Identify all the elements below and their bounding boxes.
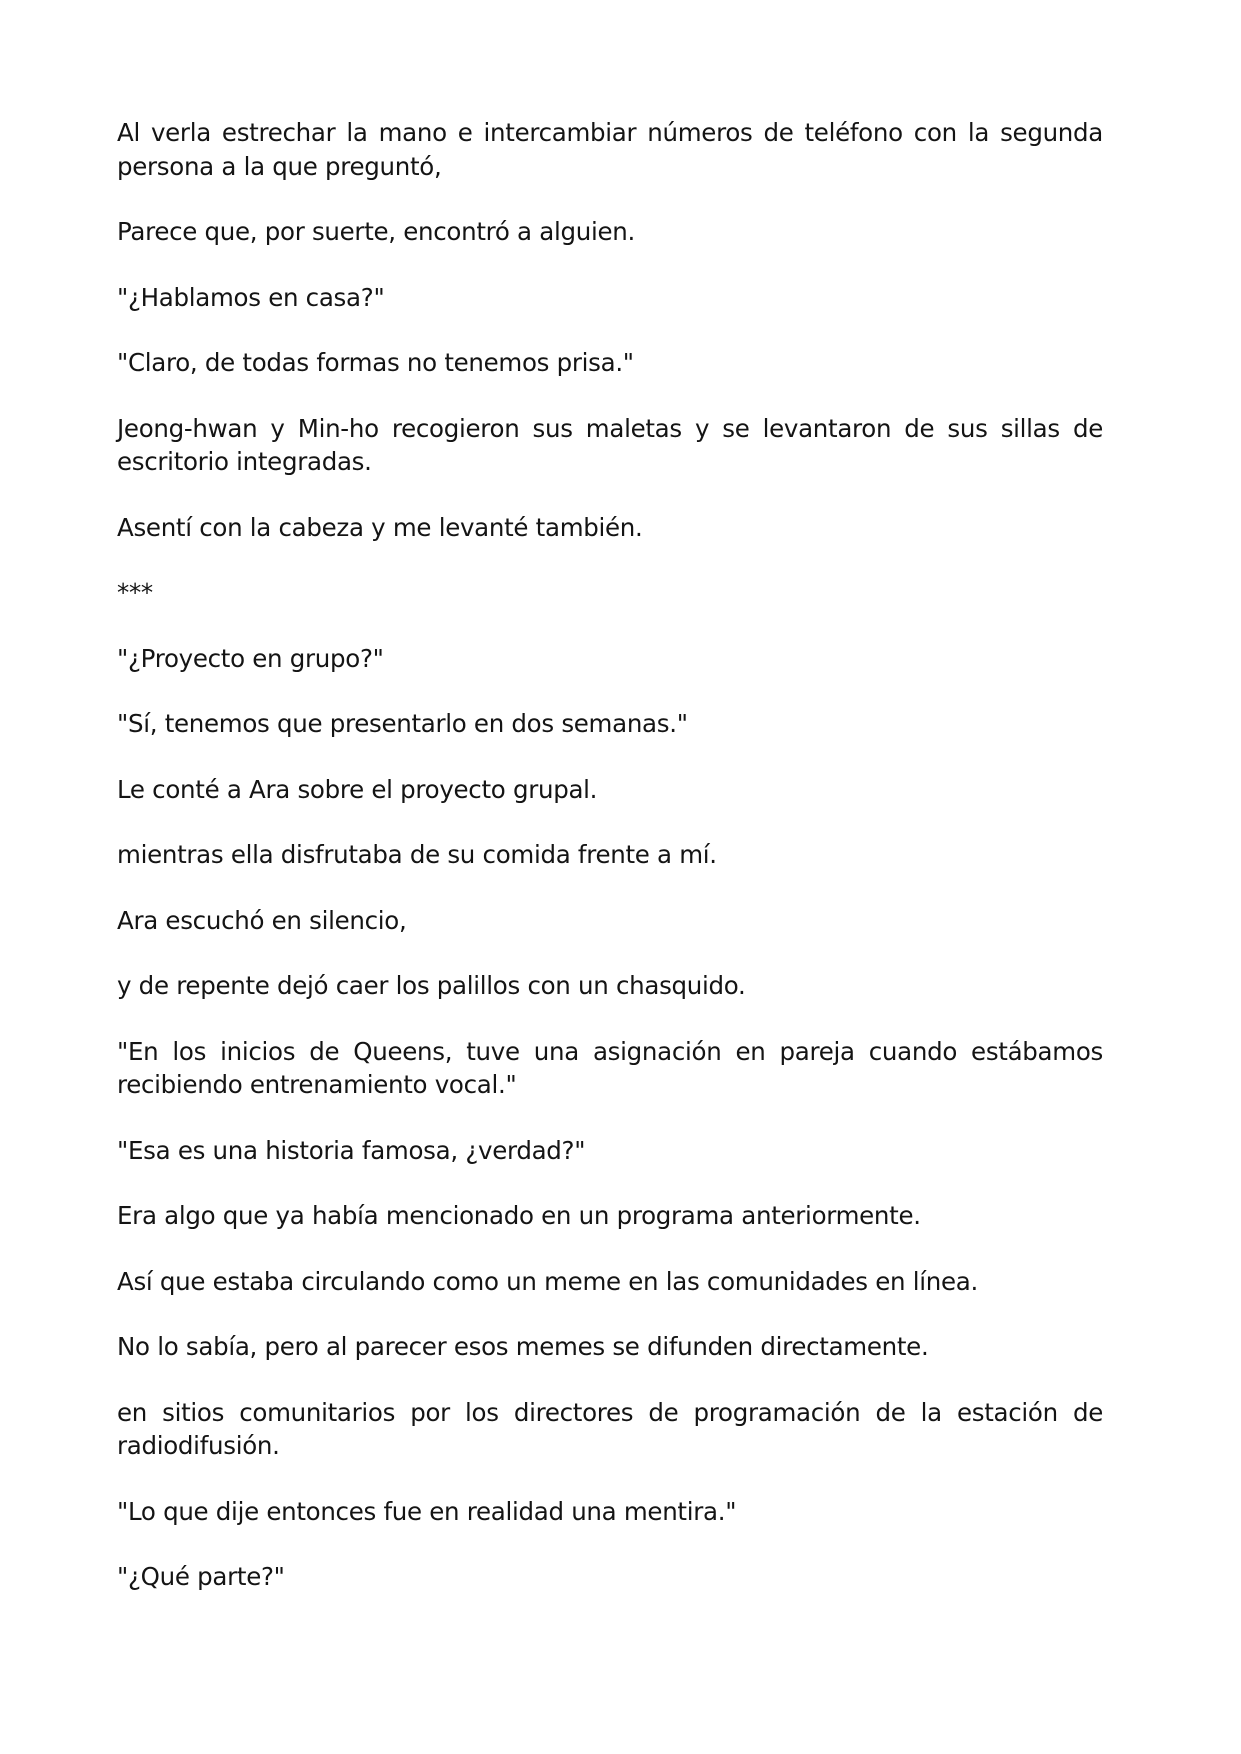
paragraph: "¿Proyecto en grupo?" — [117, 643, 384, 673]
paragraph: "Esa es una historia famosa, ¿verdad?" — [117, 1135, 586, 1165]
paragraph: "En los inicios de Queens, tuve una asignación en pareja cuando estábamos recibiendo entrenamiento vocal." — [117, 1036, 1103, 1099]
paragraph: "Lo que dije entonces fue en realidad una mentira." — [117, 1496, 737, 1526]
section-break: *** — [117, 578, 153, 607]
paragraph: Así que estaba circulando como un meme en las comunidades en línea. — [117, 1266, 978, 1296]
paragraph: "¿Qué parte?" — [117, 1562, 285, 1591]
paragraph: Ara escuchó en silencio, — [117, 905, 407, 935]
paragraph: y de repente dejó caer los palillos con un chasquido. — [117, 971, 746, 1000]
paragraph: Era algo que ya había mencionado en un programa anteriormente. — [117, 1201, 921, 1230]
paragraph: Al verla estrechar la mano e intercambiar números de teléfono con la segunda persona a la que preguntó, — [117, 118, 1103, 181]
paragraph: No lo sabía, pero al parecer esos memes se difunden directamente. — [117, 1332, 929, 1361]
paragraph: "¿Hablamos en casa?" — [117, 282, 385, 312]
paragraph: "Sí, tenemos que presentarlo en dos semanas." — [117, 709, 688, 738]
paragraph: Le conté a Ara sobre el proyecto grupal. — [117, 774, 598, 804]
paragraph: Asentí con la cabeza y me levanté también. — [117, 512, 643, 542]
document-body — [117, 116, 1103, 1594]
paragraph: mientras ella disfrutaba de su comida frente a mí. — [117, 840, 717, 869]
paragraph: "Claro, de todas formas no tenemos prisa." — [117, 348, 634, 377]
paragraph: en sitios comunitarios por los directores de programación de la estación de radiodifusión. — [117, 1397, 1103, 1460]
paragraph: Jeong-hwan y Min-ho recogieron sus maletas y se levantaron de sus sillas de escritorio integradas. — [117, 413, 1103, 476]
paragraph: Parece que, por suerte, encontró a alguien. — [117, 217, 635, 246]
